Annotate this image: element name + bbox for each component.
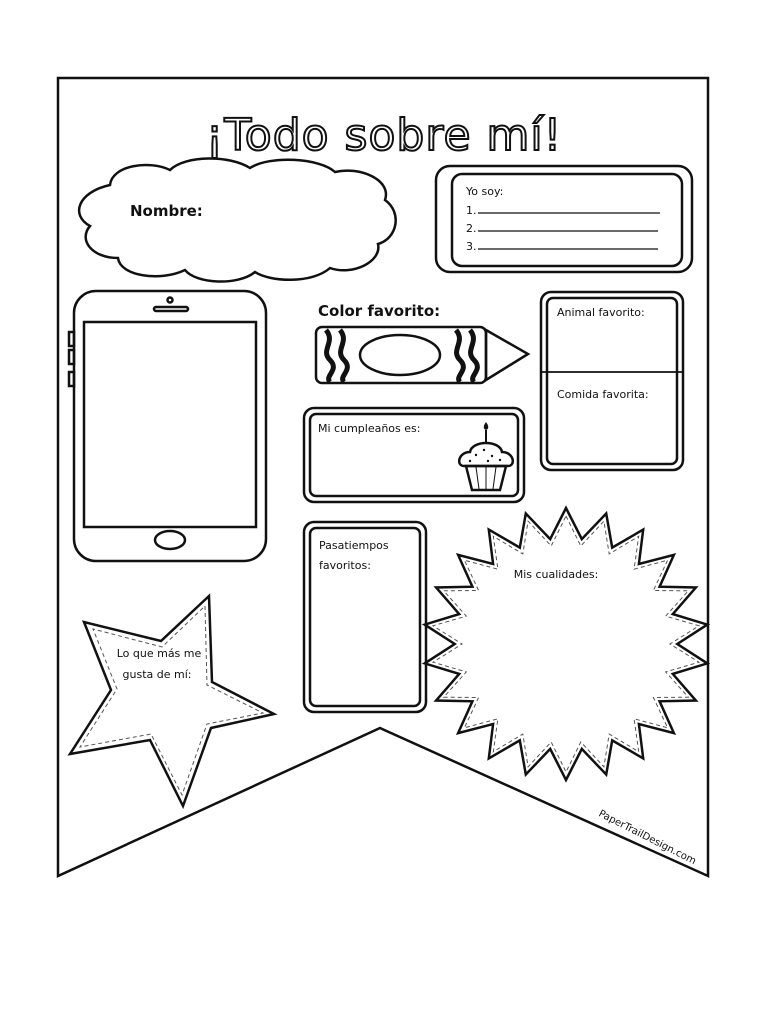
page-title: ¡Todo sobre mí!	[205, 110, 563, 161]
yo-soy-item-3: 3.	[466, 240, 477, 253]
comida-favorita-label: Comida favorita:	[557, 388, 649, 401]
lo-que-mas-label-line2: gusta de mí:	[122, 668, 192, 681]
pasatiempos-label-line2: favoritos:	[319, 559, 371, 572]
yo-soy-label: Yo soy:	[466, 185, 504, 198]
cumpleanos-label: Mi cumpleaños es:	[318, 422, 421, 435]
yo-soy-item-1: 1.	[466, 204, 477, 217]
pasatiempos-label-line1: Pasatiempos	[319, 539, 389, 552]
yo-soy-item-2: 2.	[466, 222, 477, 235]
lo-que-mas-label-line1: Lo que más me	[116, 647, 202, 660]
color-favorito-label: Color favorito:	[318, 302, 441, 320]
watermark-text: PaperTrailDesign.com	[596, 808, 698, 868]
nombre-label: Nombre:	[130, 202, 203, 220]
cualidades-label: Mis cualidades:	[513, 568, 599, 581]
animal-favorito-label: Animal favorito:	[557, 306, 645, 319]
